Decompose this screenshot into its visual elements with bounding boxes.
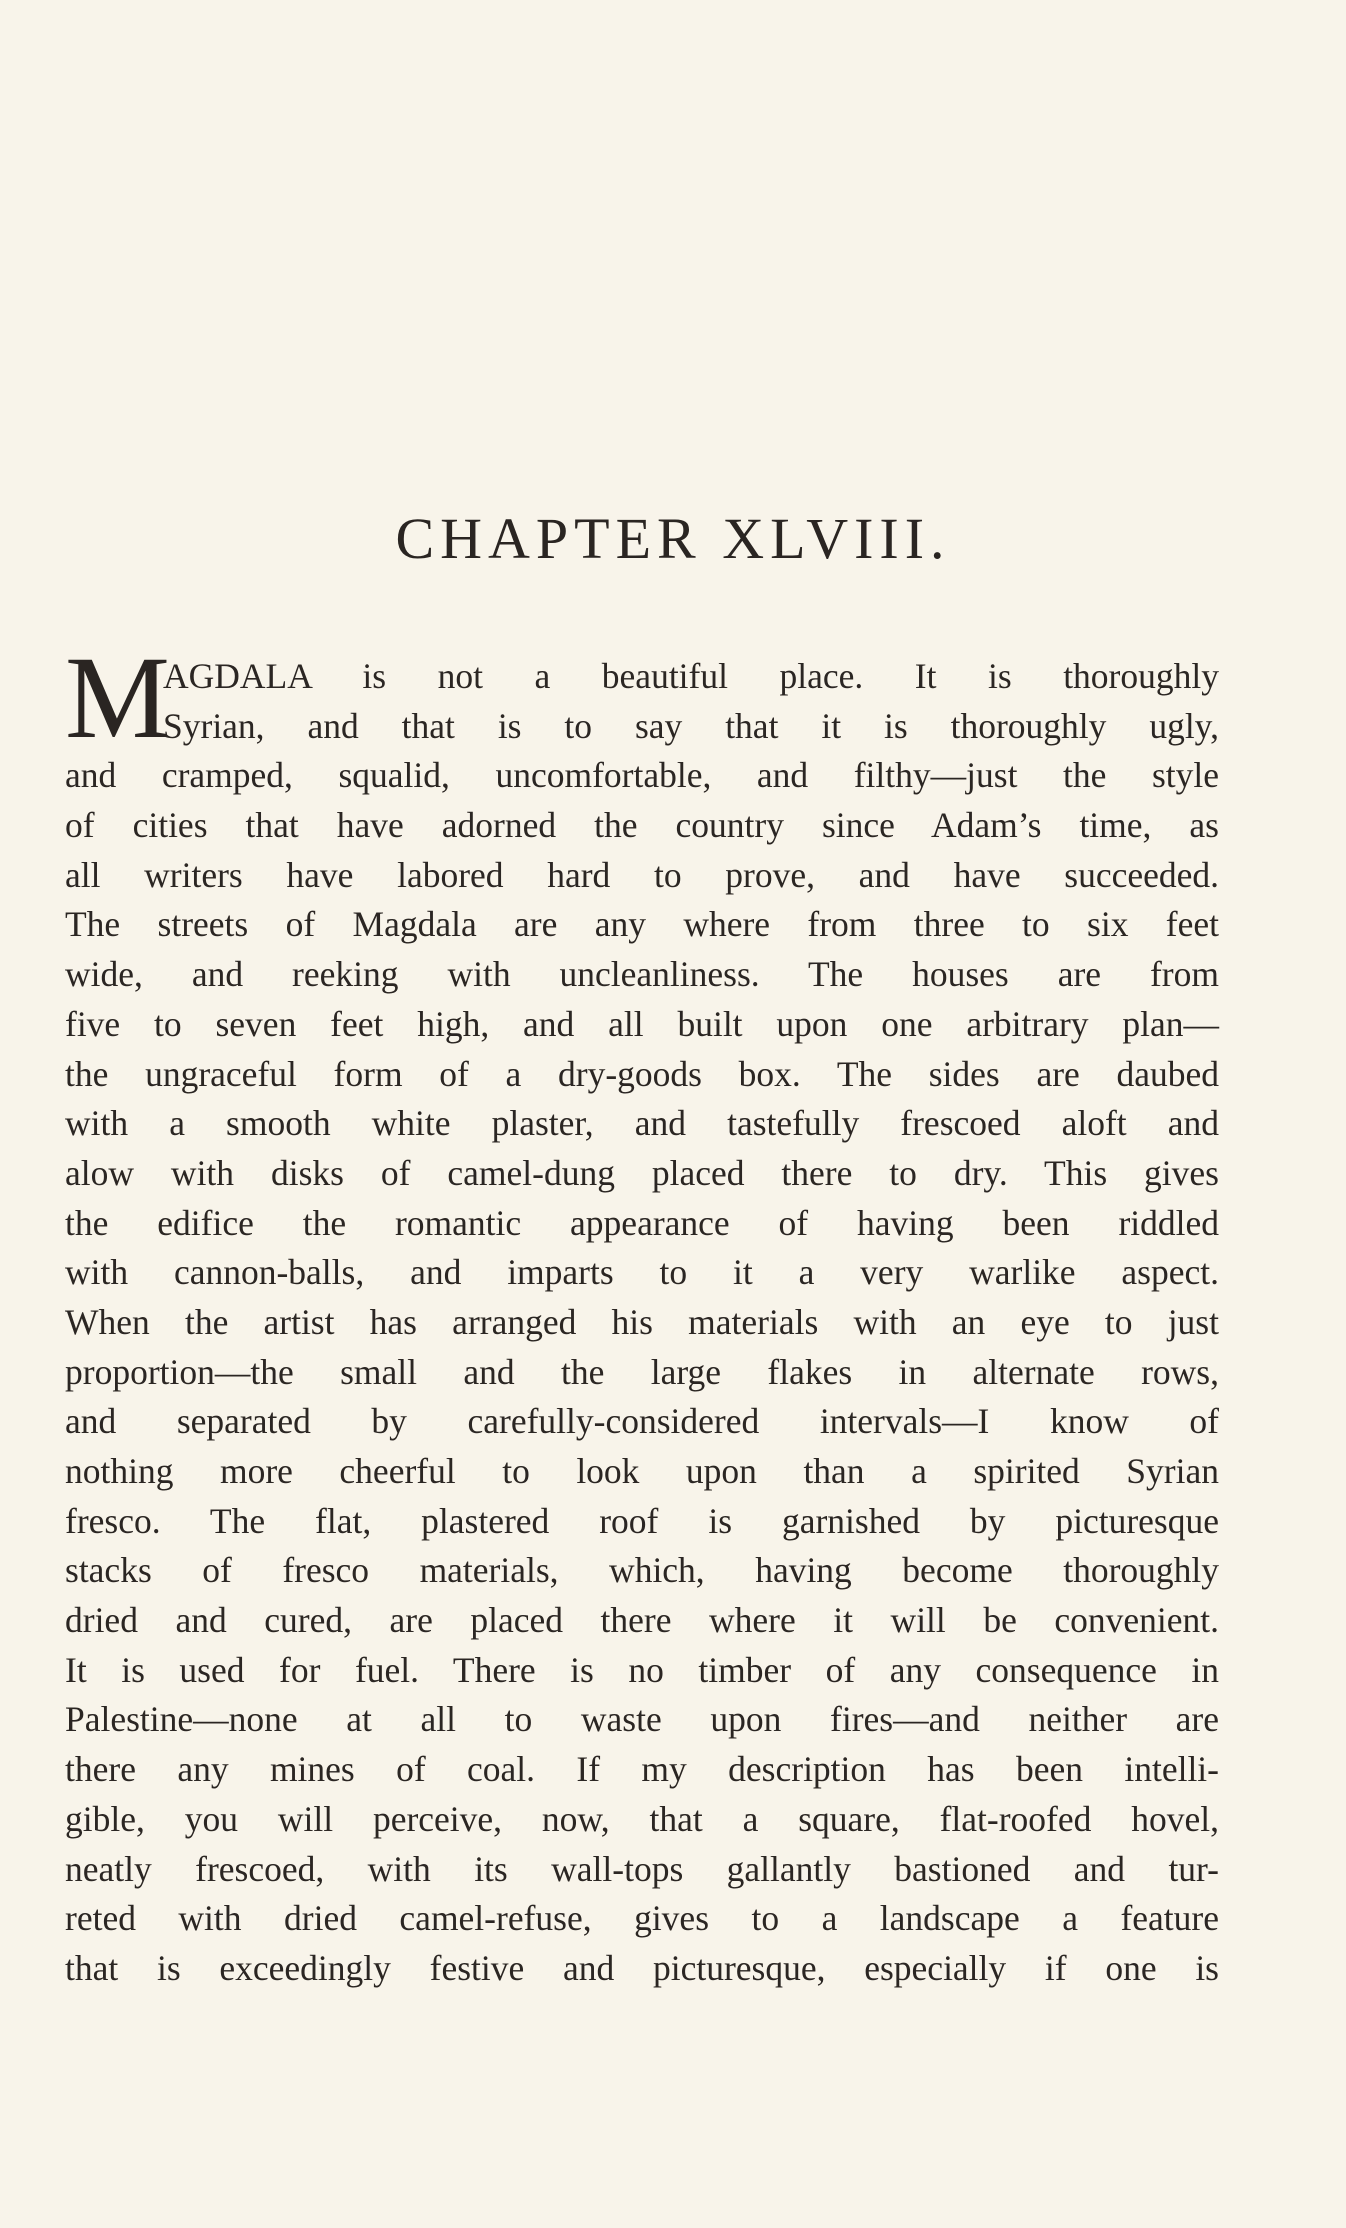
text-line: all writers have labored hard to prove, and have succeeded. [65,854,1219,895]
text-line: with cannon-balls, and imparts to it a very warlike aspect. [65,1252,1219,1293]
text-line: nothing more cheerful to look upon than a spirited Syrian [65,1451,1219,1491]
text-line: Syrian, and that is to say that it is thoroughly ugly, [163,705,1219,746]
text-line: with a smooth white plaster, and tastefully frescoed aloft and [65,1103,1219,1144]
text-line: reted with dried camel-refuse, gives to a landscape a feature [65,1898,1219,1939]
text-line: of cities that have adorned the country since Adam’s time, as [65,805,1219,846]
text-line: five to seven feet high, and all built upon one arbitrary plan— [65,1003,1219,1044]
chapter-body-text [65,652,1219,1994]
text-line: It is used for fuel. There is no timber of any consequence in [65,1649,1219,1690]
text-line: and cramped, squalid, uncomfortable, and filthy—just the style [65,755,1219,796]
drop-cap-initial: M [65,632,170,763]
text-line: the edifice the romantic appearance of having been riddled [65,1202,1219,1243]
text-line: dried and cured, are placed there where it will be convenient. [65,1600,1219,1641]
text-line: The streets of Magdala are any where from three to six feet [65,904,1219,945]
text-line: stacks of fresco materials, which, having become thoroughly [65,1550,1219,1591]
text-line: gible, you will perceive, now, that a square, flat-roofed hovel, [65,1798,1219,1839]
text-line: AGDALA is not a beautiful place. It is thoroughly [163,656,1219,696]
text-line: proportion—the small and the large flakes in alternate rows, [65,1351,1219,1392]
text-line: When the artist has arranged his materials with an eye to just [65,1301,1219,1342]
text-line: Palestine—none at all to waste upon fires—and neither are [65,1699,1219,1740]
text-line: there any mines of coal. If my description has been intelli- [65,1749,1219,1790]
text-line: fresco. The flat, plastered roof is garnished by picturesque [65,1500,1219,1541]
text-line: neatly frescoed, with its wall-tops gallantly bastioned and tur- [65,1848,1219,1889]
text-line: the ungraceful form of a dry-goods box. The sides are daubed [65,1053,1219,1094]
text-line: alow with disks of camel-dung placed there to dry. This gives [65,1152,1219,1193]
chapter-title: CHAPTER XLVIII. [395,506,951,571]
text-line: and separated by carefully-considered intervals—I know of [65,1401,1219,1442]
text-line: that is exceedingly festive and picturesque, especially if one is [65,1947,1219,1988]
text-line: wide, and reeking with uncleanliness. The houses are from [65,954,1219,995]
